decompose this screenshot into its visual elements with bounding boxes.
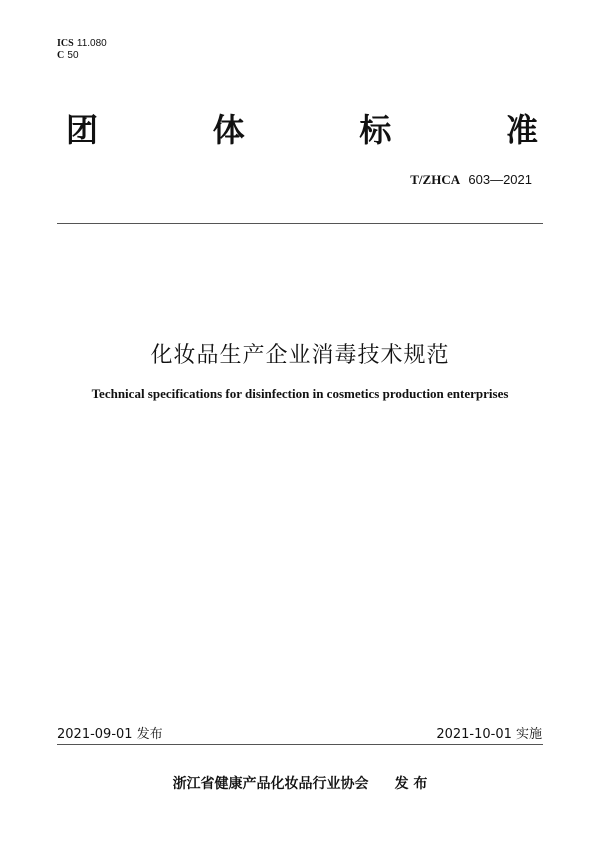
code-number: 603—2021 bbox=[468, 172, 532, 187]
divider-bottom bbox=[57, 744, 543, 745]
divider bbox=[57, 223, 543, 224]
heading-char: 体 bbox=[212, 111, 245, 149]
ics-label: ICS bbox=[57, 38, 74, 49]
heading-char: 团 bbox=[66, 111, 99, 149]
publisher-name: 浙江省健康产品化妆品行业协会 bbox=[172, 776, 369, 792]
title-english: Technical specifications for disinfection in cosmetics production enterprises bbox=[91, 386, 509, 401]
implement-date: 2021-10-01 实施 bbox=[436, 727, 542, 742]
publisher bbox=[0, 773, 600, 793]
ics-value: 11.080 bbox=[76, 38, 107, 49]
heading-char: 标 bbox=[359, 111, 392, 149]
code-prefix: T/ZHCA bbox=[410, 172, 461, 187]
document-type-heading bbox=[66, 110, 538, 150]
class-label: C bbox=[57, 50, 65, 61]
title-chinese: 化妆品生产企业消毒技术规范 bbox=[150, 343, 450, 368]
class-value: 50 bbox=[67, 50, 79, 61]
publisher-action: 发 布 bbox=[394, 776, 428, 792]
ics-classification bbox=[57, 38, 107, 62]
heading-char: 准 bbox=[505, 111, 538, 149]
standard-code bbox=[410, 172, 532, 188]
publish-date: 2021-09-01 发布 bbox=[57, 727, 163, 742]
